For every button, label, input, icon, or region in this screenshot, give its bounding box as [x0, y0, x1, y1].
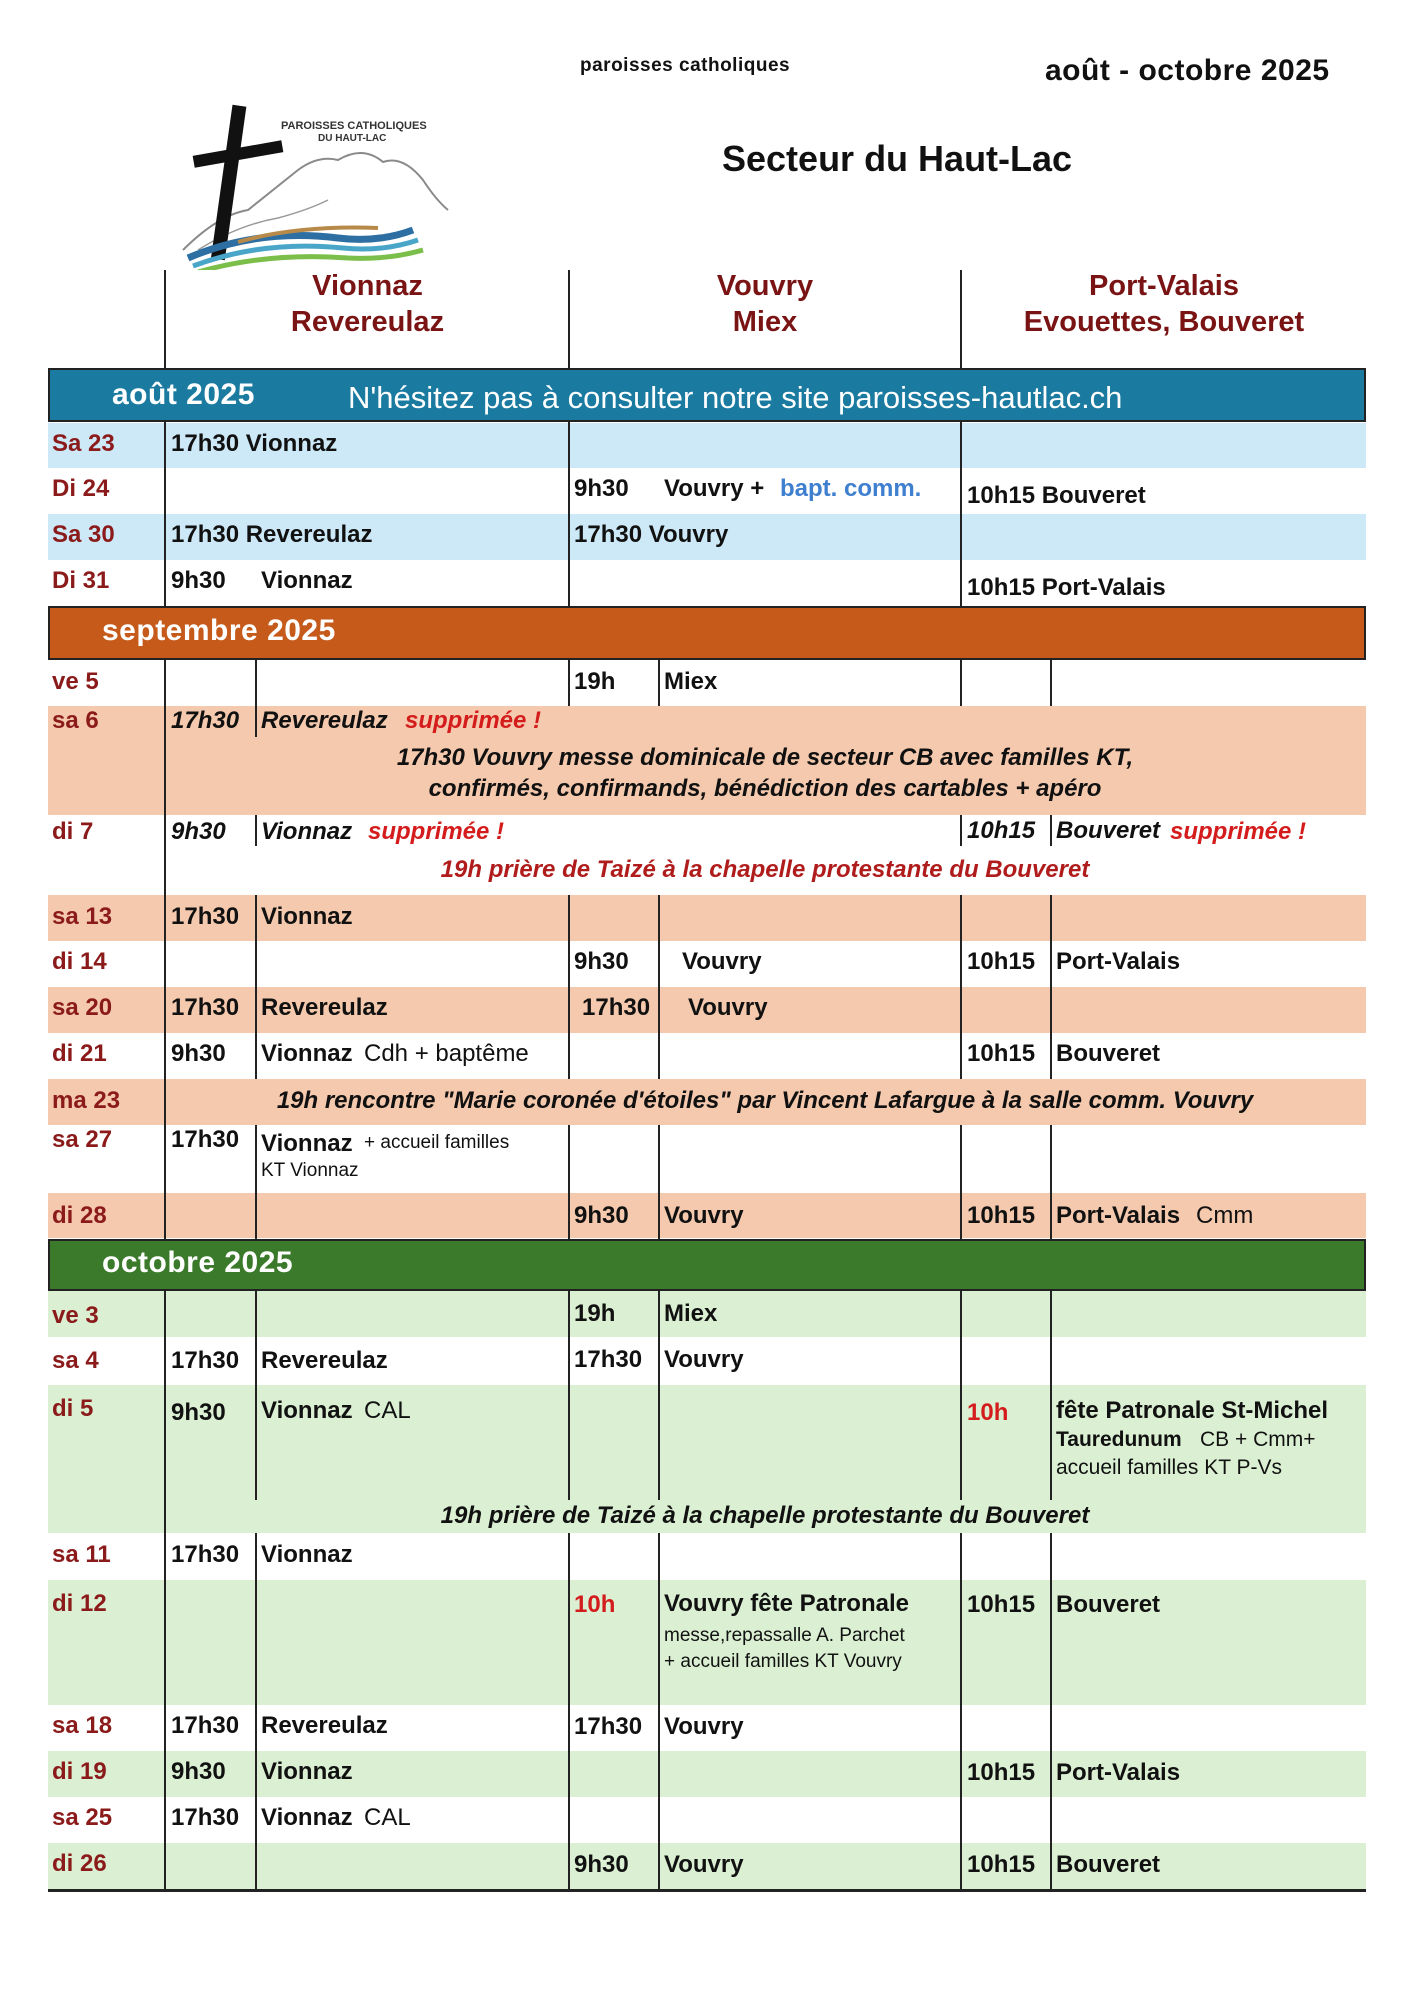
- mass-time: 9h30: [171, 1758, 226, 1785]
- header-period: août - octobre 2025: [1045, 54, 1330, 87]
- grid-line: [658, 1291, 660, 1500]
- mass-time: 9h30: [171, 818, 226, 845]
- mass-time: 10h15: [967, 1202, 1036, 1229]
- row-day: di 19: [52, 1758, 107, 1785]
- mass-time: 17h30: [574, 1713, 643, 1740]
- grid-line: [960, 895, 962, 1079]
- mass-vionnaz: Vionnaz: [261, 903, 353, 930]
- logo-text: PAROISSES CATHOLIQUES: [281, 120, 427, 132]
- row-day: sa 18: [52, 1712, 113, 1739]
- month-band-octobre: [48, 1239, 1366, 1291]
- feast-note: accueil familles KT P-Vs: [1056, 1456, 1283, 1479]
- grid-line: [255, 1533, 257, 1890]
- column-heading-vionnaz: [165, 268, 570, 340]
- mass-note: Cmm: [1196, 1202, 1254, 1229]
- grid-line: [568, 270, 570, 368]
- mass-time: 10h15: [967, 1591, 1036, 1618]
- table-bottom-rule: [48, 1889, 1366, 1892]
- baptism-note: bapt. comm.: [780, 475, 922, 502]
- column-heading-vouvry: [570, 268, 960, 340]
- row-day: sa 20: [52, 994, 113, 1021]
- site-notice: N'hésitez pas à consulter notre site paroisses-hautlac.ch: [348, 380, 1123, 415]
- month-title: septembre 2025: [102, 614, 336, 647]
- mass-vouvry: Vouvry: [688, 994, 768, 1021]
- column-heading-line: Vouvry: [716, 270, 814, 302]
- feast-note: CB + Cmm+: [1200, 1428, 1316, 1451]
- column-heading-line: Vionnaz: [312, 270, 423, 302]
- month-band-aout: [48, 368, 1366, 422]
- row-day: Sa 23: [52, 430, 115, 457]
- mass-bouveret: 10h15 Bouveret: [967, 482, 1146, 509]
- feast-note: + accueil familles KT Vouvry: [664, 1651, 902, 1672]
- mass-vouvry: Vouvry: [664, 1202, 744, 1229]
- mass-vionnaz: Vionnaz: [261, 1040, 353, 1067]
- mass-port-valais: Port-Valais: [1056, 948, 1181, 975]
- mass-time: 10h15: [967, 1851, 1036, 1878]
- row-day: ve 5: [52, 668, 99, 695]
- feast-note: messe,repassalle A. Parchet: [664, 1625, 905, 1646]
- row-day: ma 23: [52, 1087, 121, 1114]
- mass-time: 9h30: [171, 1399, 226, 1426]
- row-bg: [48, 895, 1366, 941]
- mass-miex: Miex: [664, 1300, 718, 1327]
- grid-line: [960, 422, 962, 606]
- mass-port-valais: Port-Valais: [1056, 1202, 1181, 1229]
- mass-vionnaz: Vionnaz: [261, 1130, 353, 1157]
- mass-vouvry: Vouvry: [664, 1851, 744, 1878]
- mass-revereulaz: Revereulaz: [261, 707, 388, 734]
- mass-time: 17h30: [171, 903, 240, 930]
- row-day: di 26: [52, 1850, 107, 1877]
- mass-bouveret: Bouveret: [1056, 1040, 1161, 1067]
- grid-line: [1050, 1533, 1052, 1890]
- mass-vouvry: Vouvry: [682, 948, 762, 975]
- column-heading-line: Miex: [732, 306, 798, 338]
- mass-time: 17h30: [171, 1347, 240, 1374]
- mass-time: 19h: [574, 1300, 616, 1327]
- mass-miex: Miex: [664, 668, 718, 695]
- mass-revereulaz: 17h30 Revereulaz: [171, 521, 373, 548]
- grid-line: [960, 270, 962, 368]
- event-announcement: 19h rencontre "Marie coronée d'étoiles" par Vincent Lafargue à la salle comm. Vouvry: [276, 1087, 1254, 1114]
- grid-line: [164, 422, 166, 606]
- mass-vionnaz: Vionnaz: [261, 1397, 353, 1424]
- mass-vionnaz: Vionnaz: [261, 1758, 353, 1785]
- mass-vouvry: Vouvry: [664, 1346, 744, 1373]
- grid-line: [960, 1533, 962, 1890]
- mass-time: 10h15: [967, 948, 1036, 975]
- row-day: di 7: [52, 818, 94, 845]
- grid-line: [1050, 1125, 1052, 1239]
- grid-line: [960, 1125, 962, 1239]
- mass-bouveret: Bouveret: [1056, 817, 1161, 844]
- grid-line: [568, 895, 570, 1079]
- grid-line: [255, 1125, 257, 1239]
- column-heading-line: Revereulaz: [290, 306, 445, 338]
- column-heading-line: Evouettes, Bouveret: [1023, 306, 1305, 338]
- mass-time: 9h30: [574, 1202, 629, 1229]
- grid-line: [568, 422, 570, 606]
- grid-line: [1050, 895, 1052, 1079]
- announcement: confirmés, confirmands, bénédiction des cartables + apéro: [428, 775, 1102, 802]
- parish-logo: [178, 100, 453, 270]
- row-day: sa 6: [52, 707, 99, 734]
- feast-title: fête Patronale St-Michel: [1056, 1397, 1329, 1424]
- cancelled-note: supprimée !: [405, 707, 542, 734]
- mass-vouvry: 17h30 Vouvry: [574, 521, 729, 548]
- mass-vionnaz: Vionnaz: [261, 1804, 353, 1831]
- row-day: sa 27: [52, 1126, 113, 1153]
- grid-line: [960, 815, 962, 846]
- mass-vionnaz: 17h30 Vionnaz: [171, 430, 338, 457]
- row-day: sa 13: [52, 903, 113, 930]
- mass-port-valais: Port-Valais: [1056, 1759, 1181, 1786]
- row-day: di 28: [52, 1202, 107, 1229]
- mass-time: 10h: [967, 1399, 1009, 1426]
- grid-line: [568, 1291, 570, 1500]
- sector-title: Secteur du Haut-Lac: [722, 138, 1073, 179]
- mass-time: 17h30: [574, 1346, 643, 1373]
- grid-line: [164, 270, 166, 368]
- mass-note: + accueil familles: [364, 1132, 510, 1153]
- grid-line: [960, 660, 962, 706]
- taize-announcement: 19h prière de Taizé à la chapelle protestante du Bouveret: [440, 1502, 1090, 1529]
- grid-line: [255, 815, 257, 846]
- mass-time: 17h30: [171, 1712, 240, 1739]
- mass-port-valais: 10h15 Port-Valais: [967, 574, 1166, 601]
- grid-line: [255, 1291, 257, 1500]
- mass-time: 10h15: [967, 1040, 1036, 1067]
- mass-time: 17h30: [171, 1126, 240, 1153]
- mass-revereulaz: Revereulaz: [261, 994, 388, 1021]
- grid-line: [1050, 815, 1052, 846]
- row-day: di 21: [52, 1040, 107, 1067]
- row-day: di 12: [52, 1590, 107, 1617]
- mass-time: 19h: [574, 668, 616, 695]
- grid-line: [1050, 1291, 1052, 1500]
- month-band-septembre: [48, 606, 1366, 660]
- grid-line: [658, 1125, 660, 1239]
- row-day: ve 3: [52, 1302, 99, 1329]
- grid-line: [255, 706, 257, 737]
- feast-title: Vouvry fête Patronale: [664, 1590, 909, 1617]
- column-heading-line: Port-Valais: [1089, 270, 1239, 302]
- mass-note: KT Vionnaz: [261, 1160, 359, 1181]
- mass-note: Cdh + baptême: [364, 1040, 529, 1067]
- announcement: 17h30 Vouvry messe dominicale de secteur CB avec familles KT,: [396, 744, 1134, 771]
- mass-time: 17h30: [582, 994, 651, 1021]
- mass-time: 10h15: [967, 1759, 1036, 1786]
- row-day: Sa 30: [52, 521, 115, 548]
- mass-time: 17h30: [171, 1541, 240, 1568]
- grid-line: [255, 660, 257, 706]
- row-day: Di 24: [52, 475, 110, 502]
- row-day: Di 31: [52, 567, 110, 594]
- grid-line: [658, 895, 660, 1079]
- mass-vionnaz: Vionnaz: [261, 567, 353, 594]
- mass-revereulaz: Revereulaz: [261, 1347, 388, 1374]
- cancelled-note: supprimée !: [1170, 818, 1307, 845]
- mass-vionnaz: Vionnaz: [261, 818, 353, 845]
- grid-line: [658, 1533, 660, 1890]
- mass-time: 10h15: [967, 817, 1036, 844]
- mass-time: 17h30: [171, 1804, 240, 1831]
- mass-time: 17h30: [171, 994, 240, 1021]
- row-day: sa 25: [52, 1804, 113, 1831]
- header-kicker: paroisses catholiques: [580, 55, 791, 76]
- grid-line: [255, 895, 257, 1079]
- feast-place: Tauredunum: [1056, 1428, 1182, 1451]
- logo-subtext: DU HAUT-LAC: [318, 133, 387, 144]
- mass-revereulaz: Revereulaz: [261, 1712, 388, 1739]
- mass-time: 9h30: [574, 475, 629, 502]
- grid-line: [164, 1291, 166, 1890]
- grid-line: [568, 1533, 570, 1890]
- mass-vouvry: Vouvry +: [664, 475, 765, 502]
- month-title: août 2025: [112, 378, 255, 411]
- row-day: sa 11: [52, 1541, 111, 1568]
- grid-line: [960, 1291, 962, 1500]
- row-day: sa 4: [52, 1347, 99, 1374]
- mass-bouveret: Bouveret: [1056, 1591, 1161, 1618]
- grid-line: [568, 1125, 570, 1239]
- cancelled-note: supprimée !: [368, 818, 505, 845]
- grid-line: [1050, 660, 1052, 706]
- mass-time: 10h: [574, 1591, 616, 1618]
- mass-time: 9h30: [574, 1851, 629, 1878]
- mass-vionnaz: Vionnaz: [261, 1541, 353, 1568]
- mass-bouveret: Bouveret: [1056, 1851, 1161, 1878]
- mass-time: 17h30: [171, 707, 240, 734]
- column-heading-port-valais: [962, 268, 1366, 340]
- row-day: di 5: [52, 1395, 94, 1422]
- grid-line: [658, 660, 660, 706]
- mass-time: 9h30: [171, 567, 226, 594]
- mass-note: CAL: [364, 1804, 411, 1831]
- mass-time: 9h30: [171, 1040, 226, 1067]
- grid-line: [568, 660, 570, 706]
- row-day: di 14: [52, 948, 107, 975]
- taize-announcement: 19h prière de Taizé à la chapelle protestante du Bouveret: [440, 856, 1090, 883]
- mass-time: 9h30: [574, 948, 629, 975]
- mass-vouvry: Vouvry: [664, 1713, 744, 1740]
- month-title: octobre 2025: [102, 1246, 294, 1279]
- mass-note: CAL: [364, 1397, 411, 1424]
